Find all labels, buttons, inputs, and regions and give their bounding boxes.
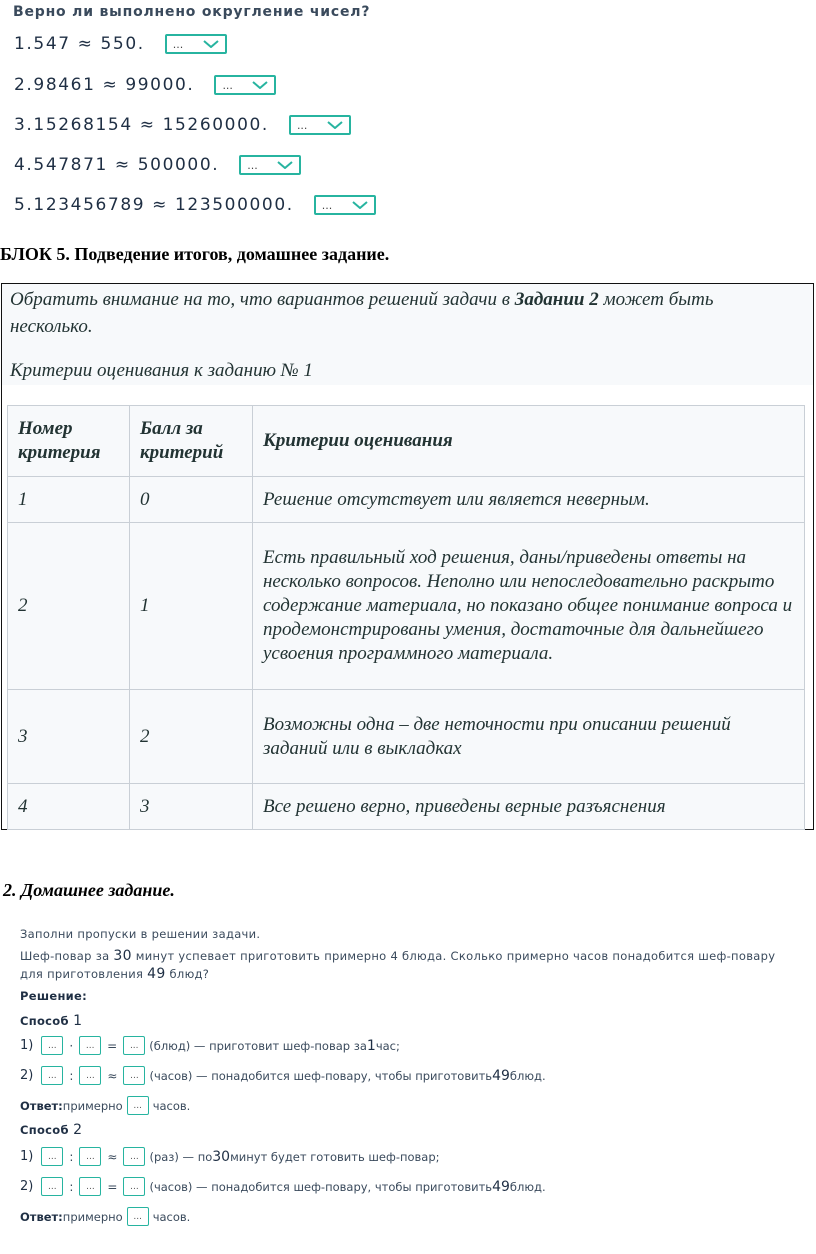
rounding-question-title: Верно ли выполнено округление чисел?: [13, 4, 371, 20]
method-1-answer: [20, 1096, 190, 1115]
rounding-item: [14, 152, 301, 178]
note-bold: Задании 2: [514, 289, 599, 310]
rounding-item: [14, 112, 351, 138]
problem-text: минут успевает приготовить примерно 4 блюда. Сколько примерно часов понадобится шеф-повару: [131, 949, 776, 963]
chevron-down-icon: [277, 161, 293, 169]
blank-input[interactable]: ...: [41, 1036, 63, 1055]
step-text: (раз) — по: [149, 1149, 213, 1164]
problem-number: 30: [113, 948, 132, 964]
answer-text: примерно: [62, 1209, 123, 1224]
dropdown-value: ...: [222, 78, 233, 92]
rounding-expression: 1.547 ≈ 550.: [14, 34, 145, 54]
step-number: 2): [20, 1068, 34, 1083]
blank-input[interactable]: ...: [79, 1066, 101, 1085]
dropdown-value: ...: [296, 118, 308, 132]
blank-input[interactable]: ...: [41, 1066, 63, 1085]
method-2-answer: [20, 1207, 190, 1226]
table-cell: 3: [130, 784, 253, 830]
step-number: 2): [20, 1179, 34, 1194]
answer-label: Ответ:: [20, 1209, 63, 1224]
table-row: [8, 784, 805, 830]
method-number: 1: [73, 1013, 83, 1029]
table-cell: 4: [8, 784, 130, 830]
step-text: (часов) — понадобится шеф-повару, чтобы приготовить: [149, 1068, 493, 1083]
blank-input[interactable]: ...: [41, 1177, 63, 1196]
operator: :: [69, 1068, 74, 1083]
answer-dropdown[interactable]: [214, 75, 276, 95]
step-number: 1): [20, 1038, 34, 1053]
table-cell: 1: [130, 523, 253, 690]
table-cell: Есть правильный ход решения, даны/приведены ответы на несколько вопросов. Неполно или непоследовательно раскрыто содержание материала, но показано общее понимание вопроса и продемонстрированы умения, достаточные для дальнейшего усвоения программного материала.: [253, 523, 805, 690]
operator: ≈: [107, 1149, 118, 1164]
table-header-row: [8, 406, 805, 477]
problem-text: Шеф-повар за: [20, 949, 114, 963]
rounding-expression: 2.98461 ≈ 99000.: [14, 75, 195, 95]
blank-input[interactable]: ...: [41, 1147, 63, 1166]
method-2-label: [20, 1122, 82, 1138]
table-cell: Все решено верно, приведены верные разъяснения: [253, 784, 805, 830]
operator: ·: [69, 1038, 74, 1053]
step-number-inline: 49: [492, 1067, 510, 1084]
rounding-expression: 3.15268154 ≈ 15260000.: [14, 115, 269, 135]
problem-text: для приготовления: [20, 967, 148, 981]
method-number: 2: [73, 1122, 83, 1138]
table-cell: 0: [130, 477, 253, 523]
table-cell: 2: [130, 690, 253, 784]
operator: =: [107, 1179, 118, 1194]
block-heading: БЛОК 5. Подведение итогов, домашнее задание.: [0, 244, 390, 264]
step-number-inline: 1: [366, 1037, 376, 1054]
header-cell: Номер критерия: [8, 406, 130, 477]
header-cell: Балл за критерий: [130, 406, 253, 477]
operator: =: [107, 1038, 118, 1053]
table-row: [8, 523, 805, 690]
problem-text-line-1: [20, 948, 775, 964]
table-row: [8, 477, 805, 523]
criteria-table: [7, 405, 805, 830]
homework-title: 2. Домашнее задание.: [3, 880, 175, 900]
rounding-expression: 5.123456789 ≈ 123500000.: [14, 195, 294, 215]
answer-label: Ответ:: [20, 1098, 63, 1113]
method-label: Способ: [20, 1014, 69, 1028]
dropdown-value: ...: [172, 37, 184, 51]
dropdown-value: ...: [321, 198, 333, 212]
table-cell: 2: [8, 523, 130, 690]
rounding-expression: 4.547871 ≈ 500000.: [14, 155, 220, 175]
answer-dropdown[interactable]: [289, 115, 351, 135]
table-cell: 3: [8, 690, 130, 784]
step-text: час;: [375, 1038, 400, 1053]
method-2-step-2: [20, 1177, 546, 1196]
rounding-item: [14, 31, 227, 57]
blank-input[interactable]: ...: [79, 1177, 101, 1196]
header-cell: Критерии оценивания: [253, 406, 805, 477]
answer-dropdown[interactable]: [165, 34, 227, 54]
step-number-inline: 49: [492, 1178, 510, 1195]
step-text: минут будет готовить шеф-повар;: [230, 1149, 440, 1164]
operator: ≈: [107, 1068, 118, 1083]
rounding-item: [14, 72, 276, 98]
answer-dropdown[interactable]: [314, 195, 376, 215]
step-text: (блюд) — приготовит шеф-повар за: [149, 1038, 367, 1053]
step-text: (часов) — понадобится шеф-повару, чтобы приготовить: [149, 1179, 493, 1194]
blank-input[interactable]: ...: [123, 1036, 145, 1055]
operator: :: [69, 1179, 74, 1194]
homework-instruction: Заполни пропуски в решении задачи.: [20, 927, 261, 941]
blank-input[interactable]: ...: [123, 1177, 145, 1196]
blank-input[interactable]: ...: [127, 1096, 149, 1115]
problem-number: 49: [147, 966, 166, 982]
table-row: [8, 690, 805, 784]
answer-dropdown[interactable]: [239, 155, 301, 175]
solution-label: Решение:: [20, 989, 88, 1003]
chevron-down-icon: [352, 201, 368, 209]
criteria-caption: Критерии оценивания к заданию № 1: [10, 360, 313, 381]
chevron-down-icon: [203, 40, 219, 48]
blank-input[interactable]: ...: [79, 1036, 101, 1055]
blank-input[interactable]: ...: [79, 1147, 101, 1166]
teacher-note: [10, 286, 800, 340]
step-number: 1): [20, 1149, 34, 1164]
answer-text: часов.: [152, 1209, 191, 1224]
method-1-label: [20, 1013, 82, 1029]
blank-input[interactable]: ...: [127, 1207, 149, 1226]
step-text: блюд.: [509, 1068, 546, 1083]
step-text: блюд.: [509, 1179, 546, 1194]
chevron-down-icon: [252, 81, 268, 89]
chevron-down-icon: [327, 121, 343, 129]
problem-text: блюд?: [165, 967, 210, 981]
blank-input[interactable]: ...: [123, 1147, 145, 1166]
method-1-step-1: [20, 1036, 400, 1055]
problem-text-line-2: [20, 966, 209, 982]
method-2-step-1: [20, 1147, 440, 1166]
rounding-item: [14, 192, 376, 218]
answer-text: примерно: [62, 1098, 123, 1113]
note-text: Обратить внимание на то, что вариантов решений задачи в: [10, 289, 515, 310]
operator: :: [69, 1149, 74, 1164]
dropdown-value: ...: [247, 158, 258, 172]
step-number-inline: 30: [212, 1148, 231, 1165]
note-text: может быть несколько.: [10, 289, 714, 337]
blank-input[interactable]: ...: [123, 1066, 145, 1085]
table-cell: Решение отсутствует или является неверным.: [253, 477, 805, 523]
table-cell: Возможны одна – две неточности при описании решений заданий или в выкладках: [253, 690, 805, 784]
answer-text: часов.: [152, 1098, 191, 1113]
table-cell: 1: [8, 477, 130, 523]
method-label: Способ: [20, 1123, 69, 1137]
method-1-step-2: [20, 1066, 546, 1085]
